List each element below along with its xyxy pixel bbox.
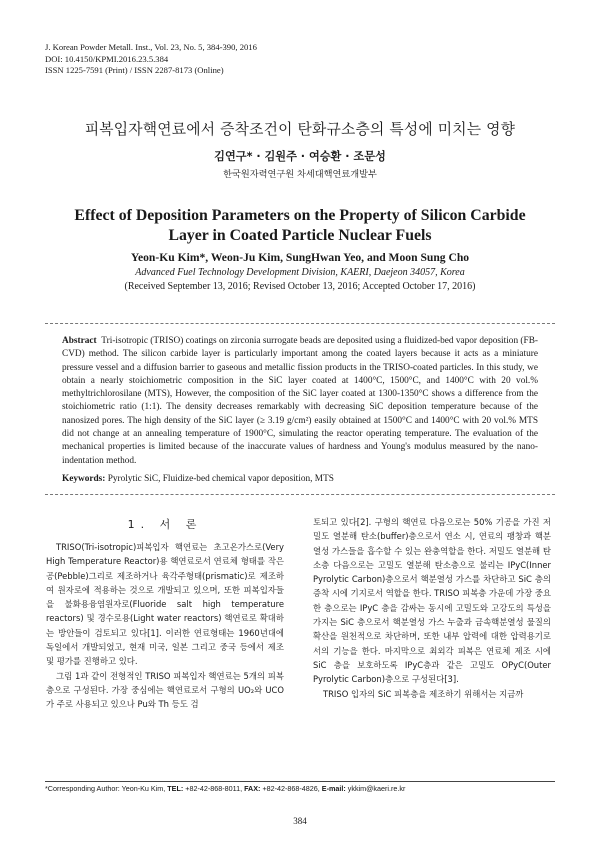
korean-title: 피복입자핵연료에서 증착조건이 탄화규소층의 특성에 미치는 영향 bbox=[84, 121, 516, 138]
received-dates: (Received September 13, 2016; Revised October 13, 2016; Accepted October 17, 2016) bbox=[124, 281, 476, 292]
issn: ISSN 1225-7591 (Print) / ISSN 2287-8173 (Online) bbox=[45, 65, 224, 75]
abstract-label: Abstract bbox=[62, 336, 97, 346]
footnote-tel: +82-42-868-8011, bbox=[185, 784, 243, 793]
footnote-email[interactable]: ykkim@kaeri.re.kr bbox=[347, 784, 406, 793]
english-authors: Yeon-Ku Kim*, Weon-Ju Kim, SungHwan Yeo, and Moon Sung Cho bbox=[130, 251, 470, 264]
body-paragraph: 그림 1과 같이 전형적인 TRISO 피복입자 핵연료는 5개의 피복층으로 구성된다. 가장 중심에는 핵연료로서 구형의 UO₂와 UCO가 주로 사용되고 있으나 Pu와 Th 등도 검 bbox=[46, 670, 284, 710]
footnote-email-label: E-mail: bbox=[321, 784, 346, 793]
journal-citation: J. Korean Powder Metall. Inst., Vol. 23, No. 5, 384-390, 2016 bbox=[45, 42, 257, 52]
body-paragraph: TRISO(Tri-isotropic)피복입자 핵연료는 초고온가스로(Very High Temperature Reactor)용 핵연료로서 연료체 형태를 작은 공(Pebble)그리로 제조하거나 육각주형태(prismatic)로 제조하여 원자로에 적용하는 것으로 개발되고 있으며, 또한 피복입자들을 불화용융염원자로(Fluoride salt high temperature reactors) 및 경수로용(Light water reactors) 핵연료로 확대하는 방안들이 검토되고 있다[1]. 이러한 연료형태는 1960년대에 독일에서 개발되었고, 현재 미국, 일본 그리고 중국 등에서 제조 및 평가를 진행하고 있다. bbox=[46, 542, 284, 667]
footnote-fax-label: FAX: bbox=[244, 784, 261, 793]
left-column bbox=[46, 540, 284, 712]
section-heading-introduction: 1. 서 론 bbox=[127, 518, 203, 531]
abstract-bottom-divider bbox=[45, 494, 555, 495]
keywords bbox=[62, 474, 538, 484]
footnote-author: *Corresponding Author: Yeon-Ku Kim, bbox=[45, 784, 166, 793]
english-title: Effect of Deposition Parameters on the Property of Silicon Carbide Layer in Coated Particle Nuclear Fuels bbox=[74, 207, 526, 244]
english-affiliation: Advanced Fuel Technology Development Division, KAERI, Daejeon 34057, Korea bbox=[135, 267, 465, 278]
korean-authors: 김연구* · 김원주 · 여승환 · 조문성 bbox=[214, 150, 386, 163]
abstract-text: Tri-isotropic (TRISO) coatings on zirconia surrogate beads are deposited using a fluidized-bed vapor deposition (FB-CVD) method. The silicon carbide layer is particularly important among the coated layers because it acts as a miniature pressure vessel and a diffusion barrier to gaseous and metallic fission products in the TRISO-coated particles. In this study, we obtain a nearly stoichiometric composition in the SiC layer coated at 1400°C, 1500°C, and 1400°C with 20 vol.% methyltrichlorosilane (MTS), However, the composition of the SiC layer coated at 1300-1350°C shows a difference from the stoichiometric ratio (1:1). The density decreases remarkably with decreasing SiC deposition temperature because of the nanosized pores. The high density of the SiC layer (≥ 3.19 g/cm²) easily obtained at 1500°C and 1400°C with 20 vol.% MTS did not change at an annealing temperature of 1900°C, simulating the reactor operating temperature. The evaluation of the mechanical properties is limited because of the inaccurate values of hardness and Young's modulus measured by the nano-indentation method. bbox=[62, 336, 538, 466]
keywords-label: Keywords: bbox=[62, 474, 106, 484]
journal-header bbox=[45, 42, 257, 77]
page-number: 384 bbox=[293, 816, 307, 826]
footnote-tel-label: TEL: bbox=[167, 784, 184, 793]
keywords-text: Pyrolytic SiC, Fluidize-bed chemical vapor deposition, MTS bbox=[107, 474, 334, 484]
right-column bbox=[313, 515, 551, 701]
footnote-divider bbox=[45, 781, 555, 782]
corresponding-author-footnote bbox=[45, 784, 405, 793]
doi[interactable]: DOI: 10.4150/KPMI.2016.23.5.384 bbox=[45, 53, 169, 64]
footnote-fax: +82-42-868-4826, bbox=[262, 784, 320, 793]
body-paragraph: TRISO 입자의 SiC 피복층을 제조하기 위해서는 지금까 bbox=[323, 688, 524, 699]
abstract-top-divider bbox=[45, 323, 555, 324]
korean-affiliation: 한국원자력연구원 차세대핵연료개발부 bbox=[223, 169, 377, 180]
abstract bbox=[62, 335, 538, 468]
body-paragraph: 토되고 있다[2]. 구형의 핵연료 다음으로는 50% 기공을 가진 저밀도 열분해 탄소(buffer)층으로서 연소 시, 연료의 팽창과 핵분열성 가스들을 흡수할 수 있는 완충역할을 한다. 저밀도 열분해 탄소층 다음으로는 고밀도 열분해 탄소층으로 불리는 IPyC(Inner Pyrolytic Carbon)층으로서 핵분열성 가스를 차단하고 SiC 층의 증착 시에 기지로서 역할을 한다. TRISO 피복층 가운데 가장 중요한 층으로는 IPyC 층을 감싸는 동시에 고밀도와 고강도의 특성을 가지는 SiC 층으로서 핵분열성 가스 누출과 금속핵분열성 물질의 확산을 원천적으로 차단하며, 또한 내부 압력에 대한 압력용기로서의 기능을 한다. 마지막으로 최외각 피복은 연료체 제조 시에 SiC 층을 보호하도록 IPyC층과 같은 고밀도 OPyC(Outer Pyrolytic Carbon)층으로 구성된다[3]. bbox=[313, 517, 552, 685]
